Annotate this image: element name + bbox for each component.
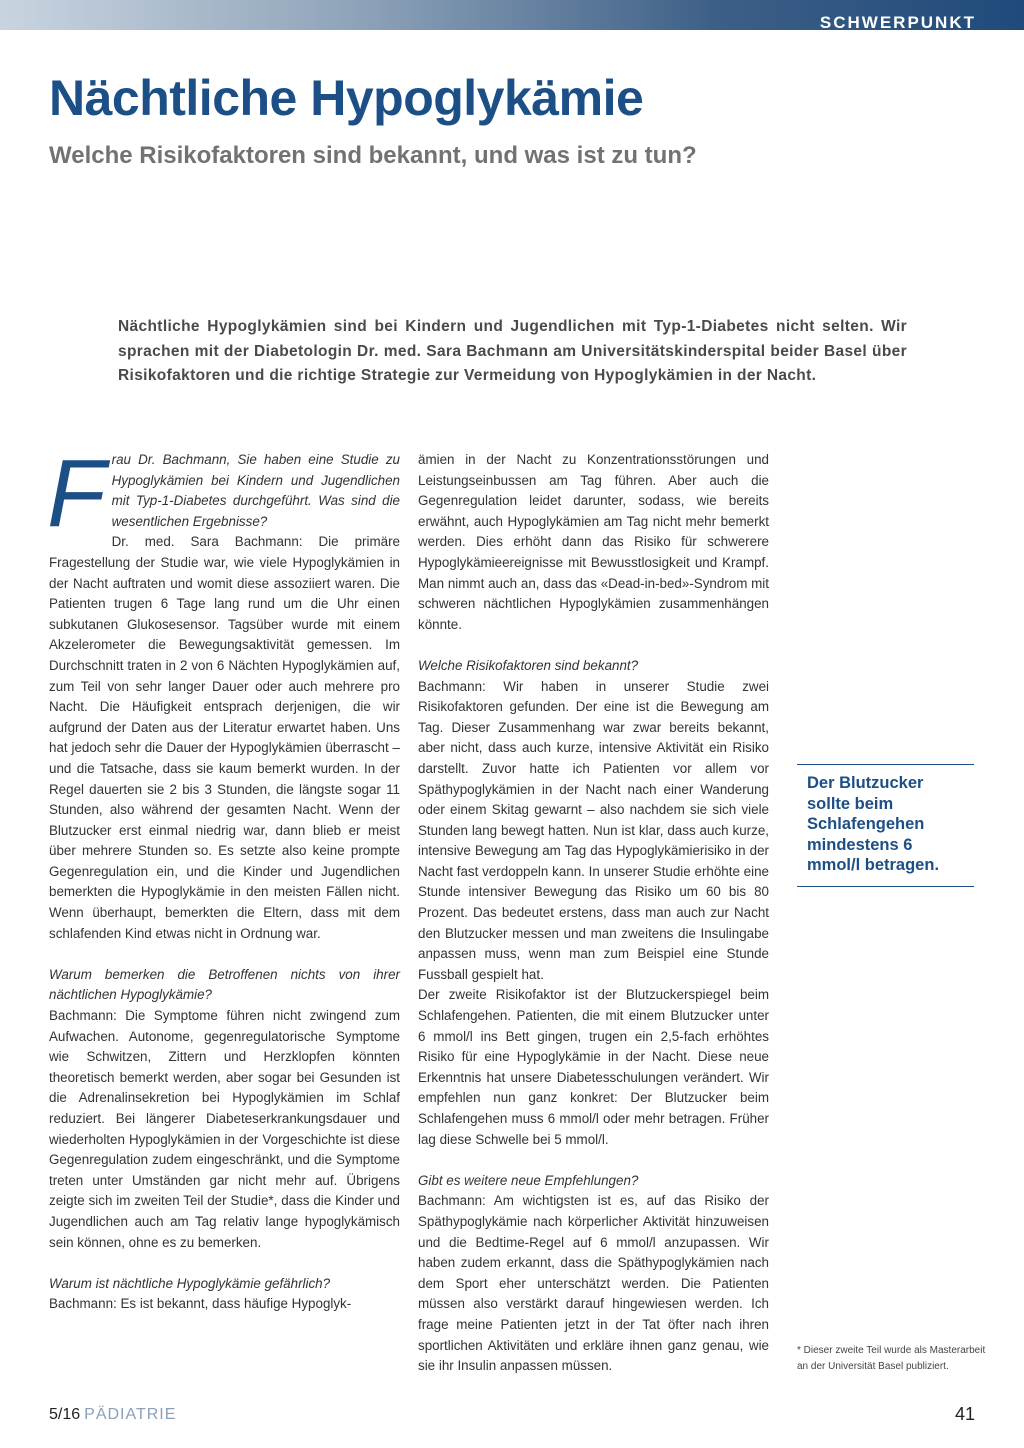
section-label: SCHWERPUNKT bbox=[819, 13, 976, 32]
section-header-bar bbox=[0, 0, 1024, 30]
article-subtitle: Welche Risikofaktoren sind bekannt, und was ist zu tun? bbox=[49, 142, 697, 169]
question-2: Warum bemerken die Betroffenen nichts von ihrer nächtlichen Hypoglykämie? bbox=[49, 966, 400, 1003]
answer-3-continued: ämien in der Nacht zu Konzentrationsstörungen und Leistungseinbussen am Tag führen. Aber auch die Gegenregulation leidet darunter, sodass, wie bereits erwähnt, auch Hypoglykämien am Tag nicht mehr bemerkt werden. Dies erhöht dann das Risiko für schwerere Hypoglykämieereignisse mit Bewusstlosigkeit und Krampf. Man nimmt auch an, dass das «Dead-in-bed»-Syndrom mit schweren nächtlichen Hypoglykämien zusammenhängen könnte. bbox=[418, 452, 769, 632]
question-1: rau Dr. Bachmann, Sie haben eine Studie zu Hypoglykämien bei Kindern und Jugendlichen mit Typ-1-Diabetes durchgeführt. Was sind die wesentlichen Ergebnisse? bbox=[111, 452, 400, 529]
text-column-left bbox=[47, 440, 400, 1315]
article-title: Nächtliche Hypoglykämie bbox=[49, 70, 644, 126]
answer-3 bbox=[49, 1294, 400, 1315]
question-4: Welche Risikofaktoren sind bekannt? bbox=[418, 657, 639, 673]
answer-text: Wir haben in unserer Studie zwei Risikofaktoren gefunden. Der eine ist die Bewegung am Tag. Dieser Zusammenhang war zwar bereits bekannt, aber nicht, dass auch kurze, intensive Aktivität ein Risiko darstellt. Zuvor hatte ich Patienten vor allem vor Späthypoglykämien in der Nacht nach einer Wanderung oder einem Skitag gewarnt – also nachdem sie sich viele Stunden lang bewegt hatten. Nun ist klar, dass auch kurze, intensive Bewegung am Tag das Hypoglykämierisiko in der Nacht fast verdoppeln kann. In unserer Studie erhöhte eine Stunde intensiver Bewegung das Risiko um 60 bis 80 Prozent. Das bedeutet erstens, dass man auch zur Nacht den Blutzucker messen und man zweitens die Insulingabe anpassen muss, wenn man zum Beispiel eine Stunde Fussball gespielt hat. bbox=[418, 678, 769, 982]
footnote: * Dieser zweite Teil wurde als Masterarbeit an der Universität Basel publiziert. bbox=[797, 1345, 986, 1372]
speaker-label: Dr. med. Sara Bachmann: bbox=[111, 534, 303, 550]
footer-issue bbox=[49, 1406, 176, 1424]
speaker-label: Bachmann: bbox=[49, 1008, 117, 1024]
answer-text: Die primäre Fragestellung der Studie war, wie viele Hypoglykämien in der Nacht auftraten und womit diese assoziiert waren. Die Patienten trugen 6 Tage lang rund um die Uhr einen subkutanen Glukosesensor. Tagsüber wurde mit einem Akzelerometer die Bewegungsaktivität gemessen. Im Durchschnitt traten in 2 von 6 Nächten Hypoglykämien auf, zum Teil von sehr langer Dauer oder auch mehrere pro Nacht. Die Häufigkeit entsprach derjenigen, die wir aufgrund der Daten aus der Literatur erwartet haben. Uns hat jedoch sehr die Dauer der Hypoglykämien überrascht – und die Tatsache, dass sie kaum bemerkt wurden. In der Regel dauerten sie 2 bis 3 Stunden, die längste sogar 11 Stunden, also während der gesamten Nacht. Wenn der Blutzucker erst einmal niedrig war, dann blieb er meist über mehrere Stunden so. Es setzte also keine prompte Gegenregulation ein, und die Kinder und Jugendlichen bemerkten die Hypoglykämie in den meisten Fällen nicht. Wenn überhaupt, bemerkten die Eltern, dass mit dem schlafenden Kind etwas nicht in Ordnung war. bbox=[49, 534, 400, 941]
question-5: Gibt es weitere neue Empfehlungen? bbox=[418, 1172, 639, 1188]
answer-5 bbox=[418, 1191, 769, 1376]
answer-text: Die Symptome führen nicht zwingend zum Aufwachen. Autonome, gegenregulatorische Symptome wie Schwitzen, Zittern und Herzklopfen könnten theoretisch bemerkt werden, aber sogar bei Gesunden ist die Adrenalinsekretion bei Hypoglykämien im Schlaf reduziert. Bei längerer Diabeteserkrankungsdauer und wiederholten Hypoglykämien in der Vorgeschichte ist diese Gegenregulation zudem eingeschränkt, und die Symptome treten unter Umständen gar nicht mehr auf. Übrigens zeigte sich im zweiten Teil der Studie*, dass die Kinder und Jugendlichen auch am Tag relativ lange hypoglykämisch sein können, ohne es zu bemerken. bbox=[49, 1008, 400, 1250]
article-lead: Nächtliche Hypoglykämien sind bei Kindern und Jugendlichen mit Typ-1-Diabetes nicht selten. Wir sprachen mit der Diabetologin Dr. med. Sara Bachmann am Universitätskinderspital beider Basel über Risikofaktoren und die richtige Strategie zur Vermeidung von Hypoglykämien in der Nacht. bbox=[118, 318, 907, 384]
answer-2 bbox=[49, 1006, 400, 1253]
answer-4 bbox=[418, 677, 769, 986]
journal-name: PÄDIATRIE bbox=[84, 1406, 177, 1423]
question-3: Warum ist nächtliche Hypoglykämie gefährlich? bbox=[49, 1275, 331, 1291]
text-column-middle bbox=[418, 450, 769, 1377]
speaker-label: Bachmann: bbox=[418, 678, 486, 694]
page-number: 41 bbox=[954, 1404, 975, 1424]
answer-text: Am wichtigsten ist es, auf das Risiko der Späthypoglykämie nach körperlicher Aktivität hinzuweisen und die Bedtime-Regel auf 6 mmol/l anzupassen. Wir haben zudem erkannt, dass die Späthypoglykämien nach dem Sport eher unterschätzt werden. Die Patienten müssen also verstärkt darauf hingewiesen werden. Ich frage meine Patienten jetzt in der Tat öfter nach ihren sportlichen Aktivitäten und erkläre ihnen ganz genau, wie sie ihr Insulin anpassen müssen. bbox=[418, 1193, 769, 1374]
answer-4-continued: Der zweite Risikofaktor ist der Blutzuckerspiegel beim Schlafengehen. Patienten, die mit einem Blutzucker unter 6 mmol/l ins Bett gingen, trugen ein 2,5-fach erhöhtes Risiko für eine Hypoglykämie in der Nacht. Diese neue Erkenntnis hat unsere Diabetesschulungen verändert. Wir empfehlen nun ganz konkret: Der Blutzucker beim Schlafengehen muss 6 mmol/l oder mehr betragen. Früher lag diese Schwelle bei 5 mmol/l. bbox=[418, 987, 769, 1147]
speaker-label: Bachmann: bbox=[49, 1296, 117, 1312]
pull-quote: Der Blutzucker sollte beim Schlafengehen mindestens 6 mmol/l betragen. bbox=[797, 764, 974, 887]
answer-text: Es ist bekannt, dass häufige Hypoglyk- bbox=[116, 1296, 352, 1312]
issue-number: 5/16 bbox=[49, 1406, 81, 1423]
drop-cap: F bbox=[47, 440, 106, 547]
speaker-label: Bachmann: bbox=[418, 1193, 486, 1209]
answer-1 bbox=[49, 532, 400, 944]
